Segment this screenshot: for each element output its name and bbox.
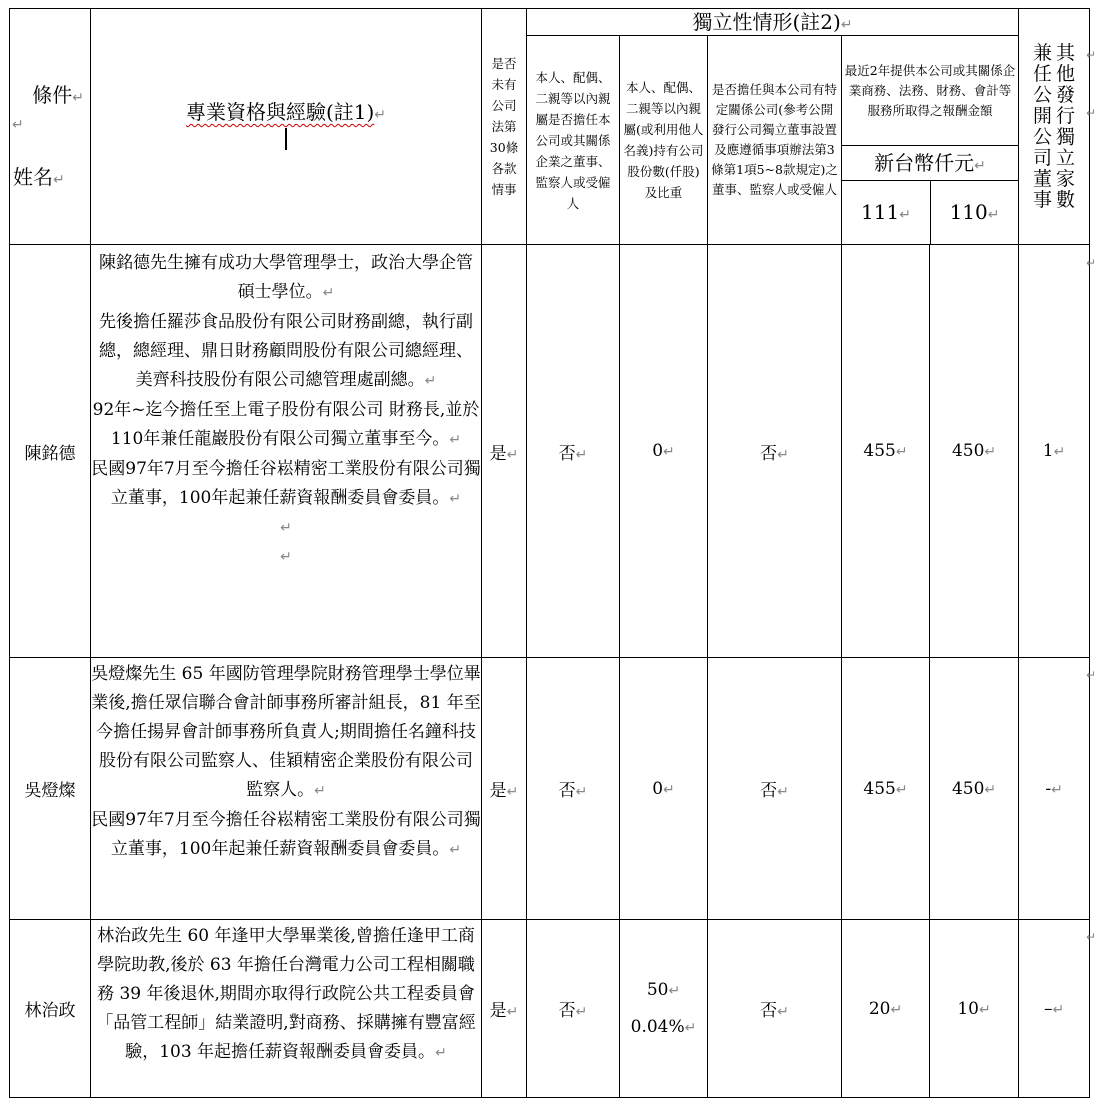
condition-label: 條件 [32,83,73,107]
qualification-header: 專業資格與經驗(註1) [185,100,375,124]
text-cursor [285,128,287,150]
indep-col2-header: 本人、配偶、二親等以內親屬(或利用他人名義)持有公司股份數(仟股)及比重 [623,80,704,200]
table-row [10,920,1090,1098]
no-art30-value: 是↵ [482,245,527,658]
fee-header: 最近2年提供本公司或其關係企業商務、法務、財務、會計等服務所取得之報酬金額 [844,62,1016,118]
indep-col2-header-cell [620,36,708,245]
fee-111-value: 455↵ [842,658,930,920]
name-label: 姓名 [13,165,53,189]
other-boards-header-cell [1019,9,1090,245]
indep-col1-header: 本人、配偶、二親等以內親屬是否擔任本公司或其關係企業之董事、監察人或受僱人 [535,69,611,211]
paragraph-mark: ↵ [974,158,986,174]
shares-value: 0↵ [620,245,708,658]
fee-header-cell [842,36,1019,146]
condition-name-header-cell [10,9,91,245]
shares-value: 50↵ 0.04%↵ [620,920,708,1098]
art30-header-cell [482,9,527,245]
paragraph-mark: ↵ [12,117,24,133]
indep1-value: 否↵ [527,920,620,1098]
table-row [10,245,1090,658]
currency-label: 新台幣仟元 [874,151,975,175]
paragraph-mark: ↵ [840,17,853,33]
fee-110-value: 450↵ [930,658,1019,920]
no-art30-value: 是↵ [482,658,527,920]
fee-110-value: 10↵ [930,920,1019,1098]
indep1-value: 否↵ [527,245,620,658]
paragraph-mark: ↵ [987,207,1000,223]
indep-col3-header-cell [708,36,842,245]
other-boards-value: –↵ [1019,920,1090,1098]
shares-value: 0↵ [620,658,708,920]
independent-director-table [9,8,1090,1098]
qualification-header-cell [91,9,482,245]
indep1-value: 否↵ [527,658,620,920]
director-name: 陳銘德 [10,245,91,658]
indep3-value: 否↵ [708,920,842,1098]
paragraph-mark: ↵ [374,107,387,123]
qualification-cell: 陳銘德先生擁有成功大學管理學士，政治大學企管碩士學位。↵ 先後擔任羅莎食品股份有限公司財務副總，執行副總，總經理、鼎日財務顧問股份有限公司總經理、美齊科技股份有限公司總管理處副總。↵ 92年~迄今擔任至上電子股份有限公司 財務長,並於110年兼任龍巖股份有限公司獨立董事至今。↵ 民國97年7月至今擔任谷崧精密工業股份有限公司獨立董事，100年起兼任薪資報酬委員會委員。↵ ↵ ↵ [91,245,482,658]
director-name: 林治政 [10,920,91,1098]
other-boards-value: -↵ [1019,658,1090,920]
director-name: 吳燈燦 [10,658,91,920]
fee-111-value: 455↵ [842,245,930,658]
qualification-cell: 吳燈燦先生 65 年國防管理學院財務管理學士學位畢業後,擔任眾信聯合會計師事務所審計組長，81 年至今擔任揚昇會計師事務所負責人;期間擔任名鐘科技股份有限公司監察人、佳穎精密企業股份有限公司監察人。↵ 民國97年7月至今擔任谷崧精密工業股份有限公司獨立董事，100年起兼任薪資報酬委員會委員。↵ [91,658,482,920]
fee-111-value: 20↵ [842,920,930,1098]
indep-col3-header: 是否擔任與本公司有特定關係公司(參考公開發行公司獨立董事設置及應遵循事項辦法第3條第1項5~8款規定)之董事、監察人或受僱人 [711,82,838,197]
art30-header: 是否 未有 公司 法第 30條 各款 情事 [489,56,519,197]
indep3-value: 否↵ [708,658,842,920]
independence-header: 獨立性情形(註2) [692,10,841,34]
paragraph-mark: ↵ [53,172,65,188]
other-boards-value: 1↵ [1019,245,1090,658]
no-art30-value: 是↵ [482,920,527,1098]
right-edge-marks: ↵ ↵ ↵ ↵ ↵ [1085,48,1096,944]
paragraph-mark: ↵ [72,90,84,106]
qualification-cell: 林治政先生 60 年逢甲大學畢業後,曾擔任逢甲工商學院助教,後於 63 年擔任台灣電力公司工程相關職務 39 年後退休,期間亦取得行政院公共工程委員會「品管工程師」結業證明,對商務、採購擁有豐富經驗，103 年起擔任薪資報酬委員會委員。↵ [91,920,482,1098]
other-boards-header: 兼任 公開 公司 董事 其他 發行 獨立 家數 [1033,41,1076,211]
independence-header-cell [527,9,1019,36]
paragraph-mark: ↵ [899,207,911,223]
year-110-header: 110 [949,200,988,224]
indep-col1-header-cell [527,36,620,245]
shares-pct-value: 0.04% [630,1016,685,1037]
year-111-header: 111 [861,200,900,224]
currency-cell [842,146,1019,245]
table-row [10,658,1090,920]
indep3-value: 否↵ [708,245,842,658]
fee-110-value: 450↵ [930,245,1019,658]
